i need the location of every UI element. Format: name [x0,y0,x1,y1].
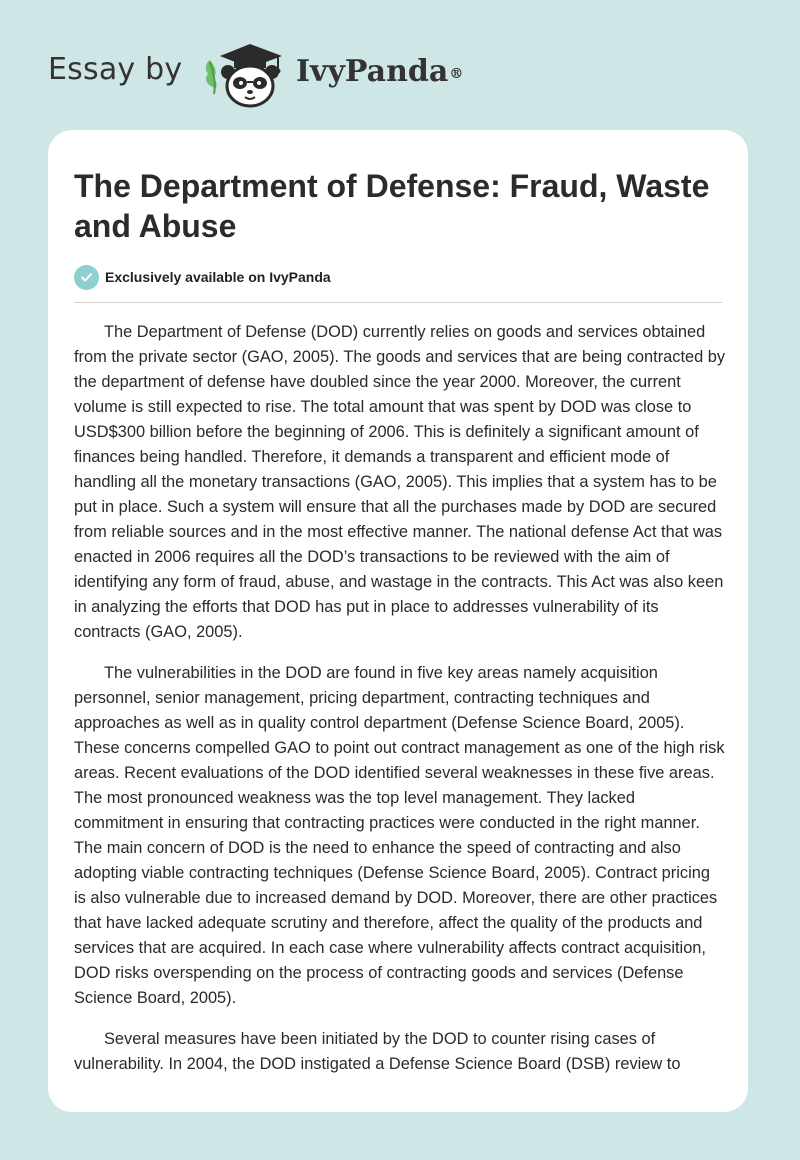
leaf-icon [206,60,217,94]
essay-body [74,320,726,1093]
essay-paragraph: The vulnerabilities in the DOD are found in five key areas namely acquisition personnel, senior management, pricing department, contracting techniques and approaches as well as in quality control department (Defense Science Board, 2005). These concerns compelled GAO to point out contract management as one of the high risk areas. Recent evaluations of the DOD identified several weaknesses in these five areas. The most pronounced weakness was the top level management. They lacked commitment in ensuring that contracting practices were conducted in the right manner. The main concern of DOD is the need to enhance the speed of contracting and also adopting viable contracting techniques (Defense Science Board, 2005). Contract pricing is also vulnerable due to increased demand by DOD. Moreover, there are other practices that have lacked adequate scrutiny and therefore, affect the quality of the products and services that are acquired. In each case where vulnerability affects contract acquisition, DOD risks overspending on the process of contracting goods and services (Defense Science Board, 2005). [74,664,725,1007]
brand-name-text: IvyPanda [296,54,449,89]
check-icon [74,265,99,290]
essay-title: The Department of Defense: Fraud, Waste and Abuse [74,168,710,244]
title-divider [74,302,722,303]
panda-logo-icon[interactable] [200,34,292,108]
essay-by-label: Essay by [48,52,183,87]
essay-card [48,130,748,1112]
brand-name[interactable] [296,52,463,92]
exclusive-badge [74,264,331,290]
essay-paragraph: Several measures have been initiated by the DOD to counter rising cases of vulnerability. In 2004, the DOD instigated a Defense Science Board (DSB) review to [74,1030,681,1073]
registered-mark: ® [449,66,464,82]
essay-paragraph: The Department of Defense (DOD) currently relies on goods and services obtained from the private sector (GAO, 2005). The goods and services that are being contracted by the department of defense have doubled since the year 2000. Moreover, the current volume is still expected to rise. The total amount that was spent by DOD was close to USD$300 billion before the beginning of 2006. This is definitely a significant amount of finances being handled. Therefore, it demands a transparent and efficient mode of handling all the monetary transactions (GAO, 2005). This implies that a system has to be put in place. Such a system will ensure that all the purchases made by DOD are secured from reliable sources and in the most effective manner. The national defense Act that was enacted in 2006 requires all the DOD’s transactions to be reviewed with the aim of identifying any form of fraud, abuse, and wastage in the contracts. This Act was also keen in analyzing the efforts that DOD has put in place to addresses vulnerability of its contracts (GAO, 2005). [74,323,726,641]
site-header [0,0,800,118]
exclusive-badge-label: Exclusively available on IvyPanda [105,269,331,285]
